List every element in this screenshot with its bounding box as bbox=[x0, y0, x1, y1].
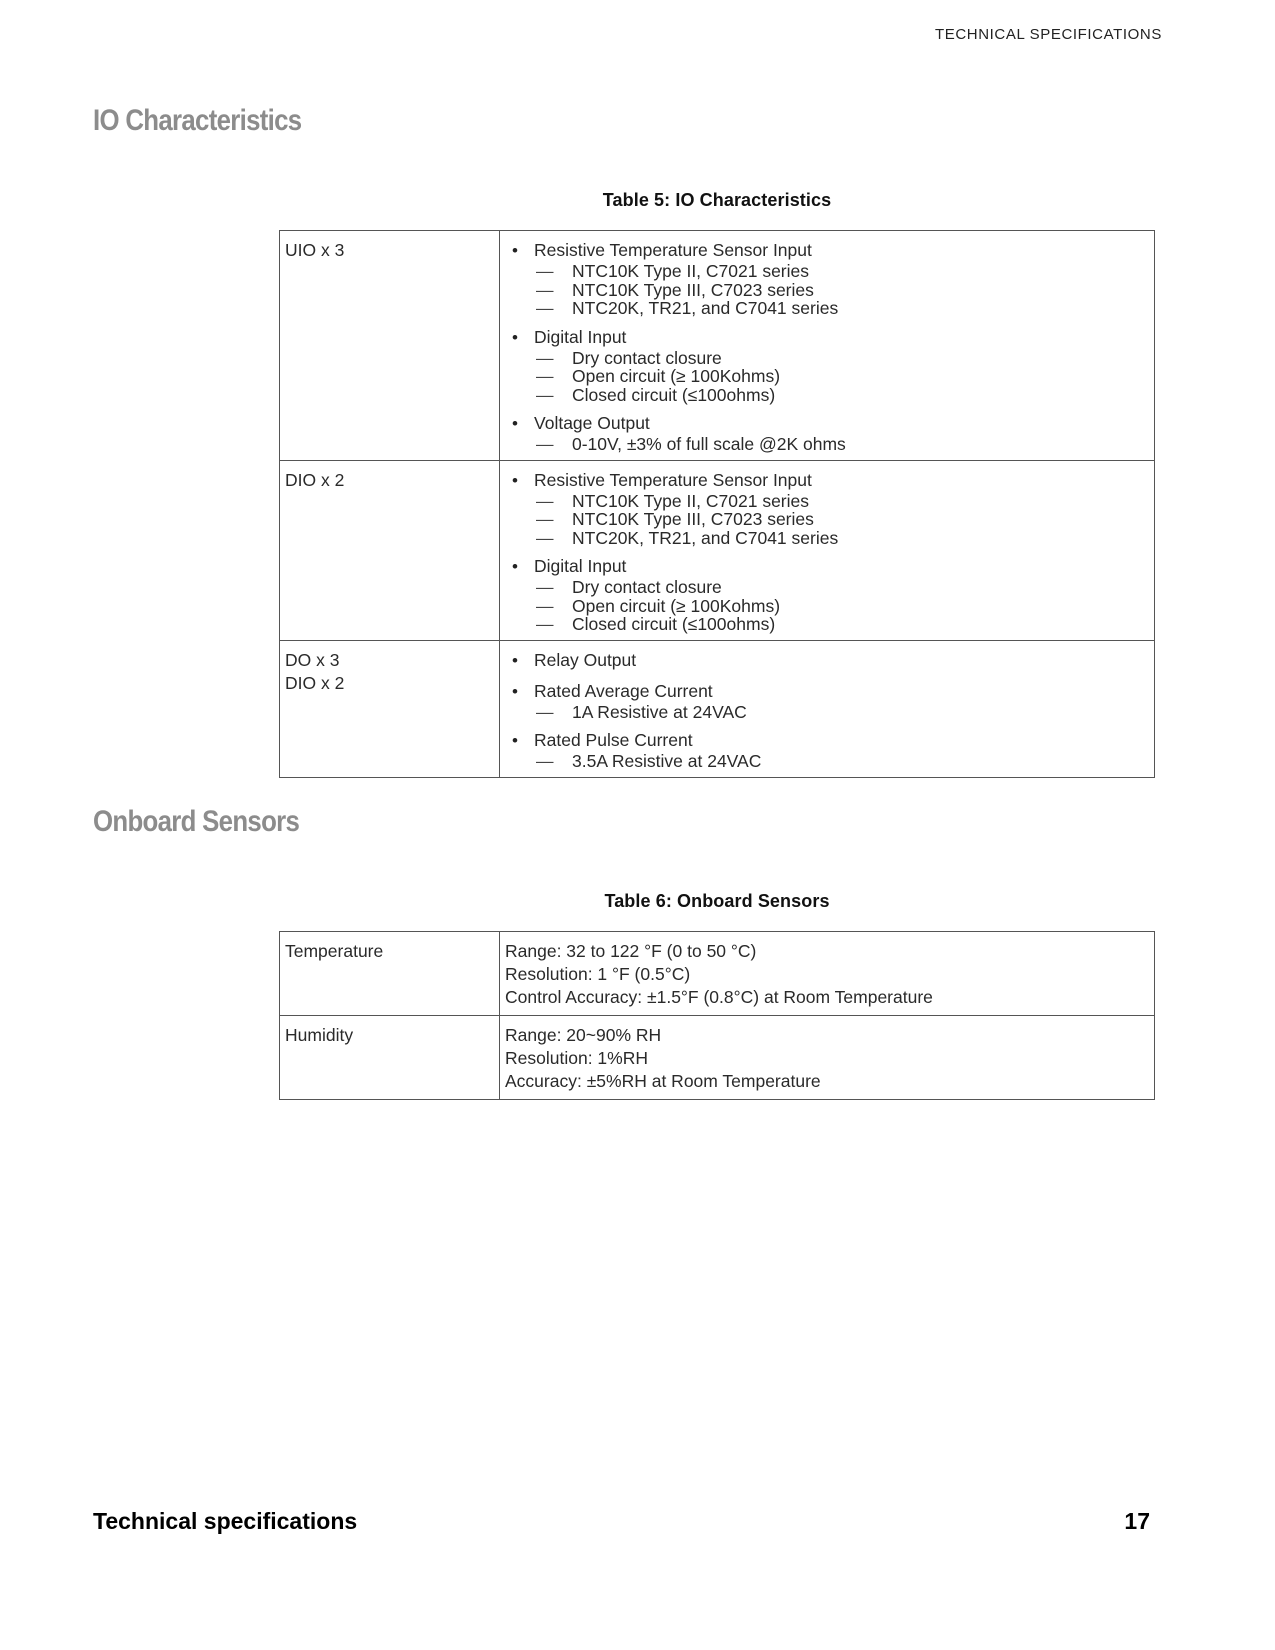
bullet-text: • Resistive Temperature Sensor Input bbox=[534, 240, 812, 260]
bullet-text: • Rated Average Current bbox=[534, 680, 713, 701]
sub-item: — NTC20K, TR21, and C7041 series bbox=[534, 529, 1149, 548]
sub-list bbox=[534, 349, 1149, 405]
sensor-spec-line: Range: 20~90% RH bbox=[505, 1025, 662, 1045]
sub-item: — 0-10V, ±3% of full scale @2K ohms bbox=[534, 435, 1149, 454]
bullet-text: • Relay Output bbox=[534, 649, 637, 670]
sub-list bbox=[534, 262, 1149, 318]
sub-list bbox=[534, 752, 1149, 771]
running-header: TECHNICAL SPECIFICATIONS bbox=[935, 26, 1162, 43]
table-row bbox=[280, 640, 1155, 777]
bullet-item bbox=[509, 326, 1149, 405]
sub-item: — 1A Resistive at 24VAC bbox=[534, 703, 1149, 722]
bullet-item bbox=[509, 412, 1149, 454]
sensor-spec-cell bbox=[500, 932, 1155, 1016]
io-description-cell bbox=[500, 460, 1155, 640]
io-label-cell bbox=[280, 460, 500, 640]
io-characteristics-table bbox=[279, 230, 1155, 778]
sub-list bbox=[534, 578, 1149, 634]
io-description-cell bbox=[500, 640, 1155, 777]
sub-item: — 3.5A Resistive at 24VAC bbox=[534, 752, 1149, 771]
bullet-text: • Resistive Temperature Sensor Input bbox=[534, 469, 812, 490]
sensor-label-cell bbox=[280, 932, 500, 1016]
io-label-line: DO x 3 bbox=[285, 649, 340, 670]
table-caption-onboard-sensors: Table 6: Onboard Sensors bbox=[604, 891, 830, 911]
sensor-spec-cell bbox=[500, 1016, 1155, 1100]
sensor-spec-line: Accuracy: ±5%RH at Room Temperature bbox=[505, 1071, 821, 1091]
page-number: 17 bbox=[1124, 1508, 1150, 1534]
sub-item: — NTC10K Type III, C7023 series bbox=[534, 510, 1149, 529]
sensor-spec-line: Resolution: 1%RH bbox=[505, 1048, 648, 1068]
sub-item: — Open circuit (≥ 100Kohms) bbox=[534, 597, 1149, 616]
table-row bbox=[280, 460, 1155, 640]
bullet-text: • Rated Pulse Current bbox=[534, 730, 693, 750]
io-label-cell bbox=[280, 231, 500, 461]
bullet-item bbox=[509, 680, 1149, 722]
bullet-list bbox=[505, 239, 1149, 454]
sub-item: — NTC10K Type III, C7023 series bbox=[534, 281, 1149, 300]
sub-item: — Open circuit (≥ 100Kohms) bbox=[534, 367, 1149, 386]
bullet-item bbox=[509, 729, 1149, 771]
bullet-item bbox=[509, 239, 1149, 318]
sub-list bbox=[534, 703, 1149, 722]
sub-item: — NTC20K, TR21, and C7041 series bbox=[534, 299, 1149, 318]
sub-list bbox=[534, 492, 1149, 548]
sensor-spec-line: Resolution: 1 °F (0.5°C) bbox=[505, 964, 691, 984]
io-label-line: DIO x 2 bbox=[285, 469, 345, 490]
sub-item: — Dry contact closure bbox=[534, 349, 1149, 368]
bullet-list bbox=[505, 649, 1149, 771]
table-row bbox=[280, 1016, 1155, 1100]
sub-item: — Dry contact closure bbox=[534, 578, 1149, 597]
sub-item: — NTC10K Type II, C7021 series bbox=[534, 492, 1149, 511]
table-row bbox=[280, 932, 1155, 1016]
io-table-body bbox=[280, 231, 1155, 778]
section-heading-onboard-sensors: Onboard Sensors bbox=[93, 805, 300, 838]
onboard-sensors-table bbox=[279, 931, 1155, 1100]
io-label-line: UIO x 3 bbox=[285, 240, 345, 260]
bullet-text: • Digital Input bbox=[534, 556, 627, 576]
bullet-item bbox=[509, 555, 1149, 634]
sensor-label-cell bbox=[280, 1016, 500, 1100]
bullet-text: • Voltage Output bbox=[534, 413, 650, 433]
bullet-item bbox=[509, 469, 1149, 548]
bullet-list bbox=[505, 469, 1149, 634]
sensor-spec-line: Range: 32 to 122 °F (0 to 50 °C) bbox=[505, 941, 757, 961]
footer-title: Technical specifications bbox=[93, 1508, 358, 1534]
sensor-spec-line: Control Accuracy: ±1.5°F (0.8°C) at Room Temperature bbox=[505, 987, 933, 1007]
bullet-text: • Digital Input bbox=[534, 326, 627, 347]
section-heading-io-characteristics: IO Characteristics bbox=[93, 104, 302, 137]
table-row bbox=[280, 231, 1155, 461]
io-description-cell bbox=[500, 231, 1155, 461]
sub-item: — Closed circuit (≤100ohms) bbox=[534, 386, 1149, 405]
table-caption-io-characteristics: Table 5: IO Characteristics bbox=[602, 190, 832, 210]
sub-item: — Closed circuit (≤100ohms) bbox=[534, 615, 1149, 634]
io-label-line: DIO x 2 bbox=[285, 672, 345, 693]
sub-item: — NTC10K Type II, C7021 series bbox=[534, 262, 1149, 281]
sensor-label: Humidity bbox=[285, 1025, 354, 1045]
sensor-label: Temperature bbox=[285, 941, 384, 961]
sub-list bbox=[534, 435, 1149, 454]
sensor-table-body bbox=[280, 932, 1155, 1100]
io-label-cell bbox=[280, 640, 500, 777]
bullet-item bbox=[509, 649, 1149, 672]
